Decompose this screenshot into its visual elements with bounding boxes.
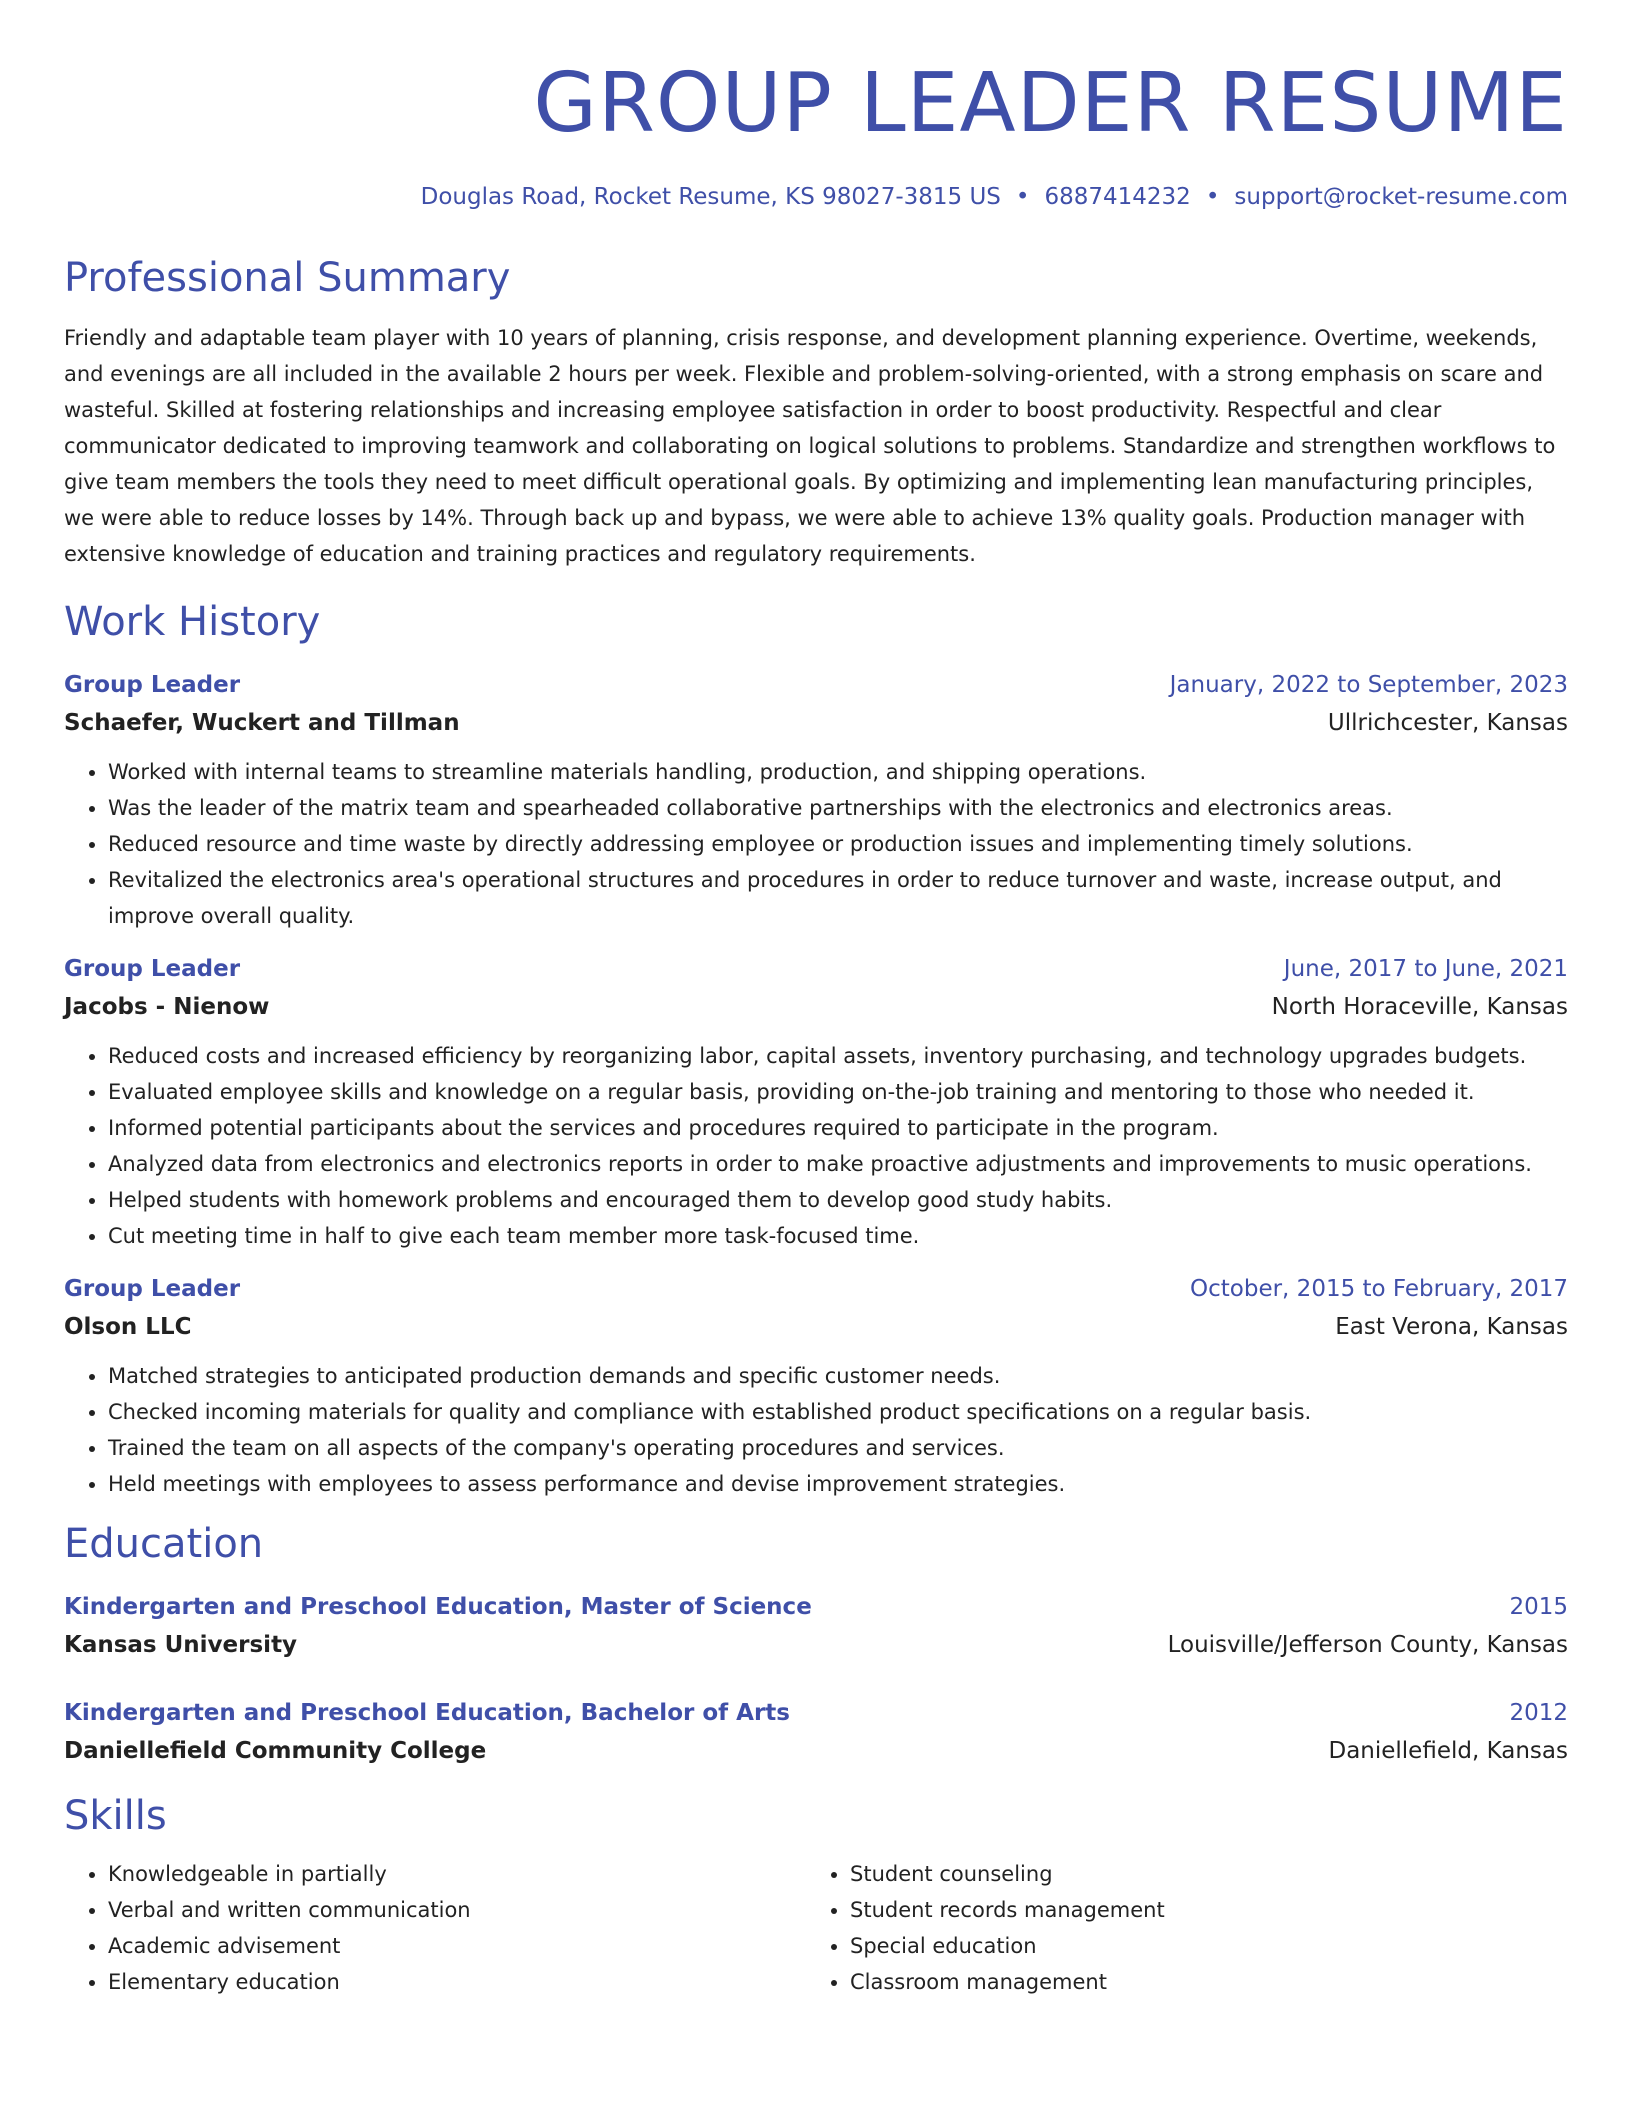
job-role: Group Leader bbox=[64, 1276, 241, 1302]
job-bullet: • Matched strategies to anticipated production demands and specific customer needs. bbox=[108, 1358, 1568, 1394]
skills-column-right bbox=[806, 1856, 1548, 2000]
skill-item: • Student records management bbox=[850, 1892, 1548, 1928]
job-bullet: • Was the leader of the matrix team and spearheaded collaborative partnerships with the electronics and electronics areas. bbox=[108, 790, 1568, 826]
skills-list bbox=[64, 1856, 1568, 2000]
contact-phone: 6887414232 bbox=[1044, 184, 1191, 210]
job-bullets bbox=[64, 754, 1568, 934]
skill-item: • Knowledgeable in partially bbox=[108, 1856, 806, 1892]
job-bullet: • Reduced resource and time waste by directly addressing employee or production issues and implementing timely solutions. bbox=[108, 826, 1568, 862]
contact-line bbox=[64, 182, 1568, 212]
job-bullet: • Evaluated employee skills and knowledge on a regular basis, providing on-the-job training and mentoring to those who needed it. bbox=[108, 1074, 1568, 1110]
work-history-heading: Work History bbox=[64, 599, 321, 645]
job-entry bbox=[64, 666, 1568, 934]
education-school: Daniellefield Community College bbox=[64, 1738, 487, 1764]
job-bullets bbox=[64, 1358, 1568, 1502]
job-role: Group Leader bbox=[64, 956, 241, 982]
education-entry bbox=[64, 1588, 1568, 1664]
skill-item: • Special education bbox=[850, 1928, 1548, 1964]
job-location: Ullrichcester, Kansas bbox=[1327, 710, 1568, 736]
education-heading: Education bbox=[64, 1521, 264, 1567]
education-year: 2015 bbox=[1509, 1594, 1568, 1620]
job-bullet: • Reduced costs and increased efficiency by reorganizing labor, capital assets, inventory purchasing, and technology upgrades budgets. bbox=[108, 1038, 1568, 1074]
resume-page bbox=[64, 0, 1568, 2000]
job-bullet: • Held meetings with employees to assess performance and devise improvement strategies. bbox=[108, 1466, 1568, 1502]
education-location: Daniellefield, Kansas bbox=[1328, 1738, 1568, 1764]
education-entry bbox=[64, 1694, 1568, 1770]
job-bullet: • Informed potential participants about the services and procedures required to participate in the program. bbox=[108, 1110, 1568, 1146]
job-bullet: • Helped students with homework problems and encouraged them to develop good study habits. bbox=[108, 1182, 1568, 1218]
job-dates: January, 2022 to September, 2023 bbox=[1169, 672, 1568, 698]
education-degree: Kindergarten and Preschool Education, Bachelor of Arts bbox=[64, 1700, 790, 1726]
job-bullet: • Revitalized the electronics area's operational structures and procedures in order to reduce turnover and waste, increase output, and improve overall quality. bbox=[108, 862, 1568, 934]
job-location: East Verona, Kansas bbox=[1335, 1314, 1568, 1340]
job-company: Jacobs - Nienow bbox=[64, 994, 270, 1020]
job-company: Schaefer, Wuckert and Tillman bbox=[64, 710, 460, 736]
resume-title: GROUP LEADER RESUME bbox=[533, 56, 1568, 151]
job-company: Olson LLC bbox=[64, 1314, 192, 1340]
job-dates: June, 2017 to June, 2021 bbox=[1283, 956, 1568, 982]
job-bullet: • Worked with internal teams to streamline materials handling, production, and shipping operations. bbox=[108, 754, 1568, 790]
education-degree: Kindergarten and Preschool Education, Master of Science bbox=[64, 1594, 812, 1620]
skills-column-left bbox=[64, 1856, 806, 2000]
job-bullet: • Trained the team on all aspects of the company's operating procedures and services. bbox=[108, 1430, 1568, 1466]
job-location: North Horaceville, Kansas bbox=[1271, 994, 1568, 1020]
job-bullet: • Cut meeting time in half to give each team member more task-focused time. bbox=[108, 1218, 1568, 1254]
skill-item: • Verbal and written communication bbox=[108, 1892, 806, 1928]
contact-separator: • bbox=[1015, 184, 1030, 210]
education-year: 2012 bbox=[1509, 1700, 1568, 1726]
skill-item: • Academic advisement bbox=[108, 1928, 806, 1964]
job-entry bbox=[64, 950, 1568, 1254]
education-location: Louisville/Jefferson County, Kansas bbox=[1167, 1632, 1568, 1658]
education-school: Kansas University bbox=[64, 1632, 298, 1658]
contact-separator: • bbox=[1205, 184, 1220, 210]
summary-text: Friendly and adaptable team player with 10 years of planning, crisis response, and development planning experience. Overtime, weekends, and evenings are all included in the available 2 hours per week. Flexible and problem-solving-oriented, with a strong emphasis on scare and wasteful. Skilled at fostering relationships and increasing employee satisfaction in order to boost productivity. Respectful and clear communicator dedicated to improving teamwork and collaborating on logical solutions to problems. Standardize and strengthen workflows to give team members the tools they need to meet difficult operational goals. By optimizing and implementing lean manufacturing principles, we were able to reduce losses by 14%. Through back up and bypass, we were able to achieve 13% quality goals. Production manager with extensive knowledge of education and training practices and regulatory requirements. bbox=[64, 326, 1556, 566]
job-role: Group Leader bbox=[64, 672, 241, 698]
job-bullets bbox=[64, 1038, 1568, 1254]
summary-heading: Professional Summary bbox=[64, 255, 511, 301]
contact-email: support@rocket-resume.com bbox=[1234, 184, 1568, 210]
skill-item: • Classroom management bbox=[850, 1964, 1548, 2000]
skill-item: • Student counseling bbox=[850, 1856, 1548, 1892]
job-entry bbox=[64, 1270, 1568, 1502]
skill-item: • Elementary education bbox=[108, 1964, 806, 2000]
job-dates: October, 2015 to February, 2017 bbox=[1190, 1276, 1568, 1302]
job-bullet: • Analyzed data from electronics and electronics reports in order to make proactive adjustments and improvements to music operations. bbox=[108, 1146, 1568, 1182]
job-bullet: • Checked incoming materials for quality and compliance with established product specifications on a regular basis. bbox=[108, 1394, 1568, 1430]
contact-address: Douglas Road, Rocket Resume, KS 98027-3815 US bbox=[420, 184, 1001, 210]
skills-heading: Skills bbox=[64, 1793, 167, 1839]
